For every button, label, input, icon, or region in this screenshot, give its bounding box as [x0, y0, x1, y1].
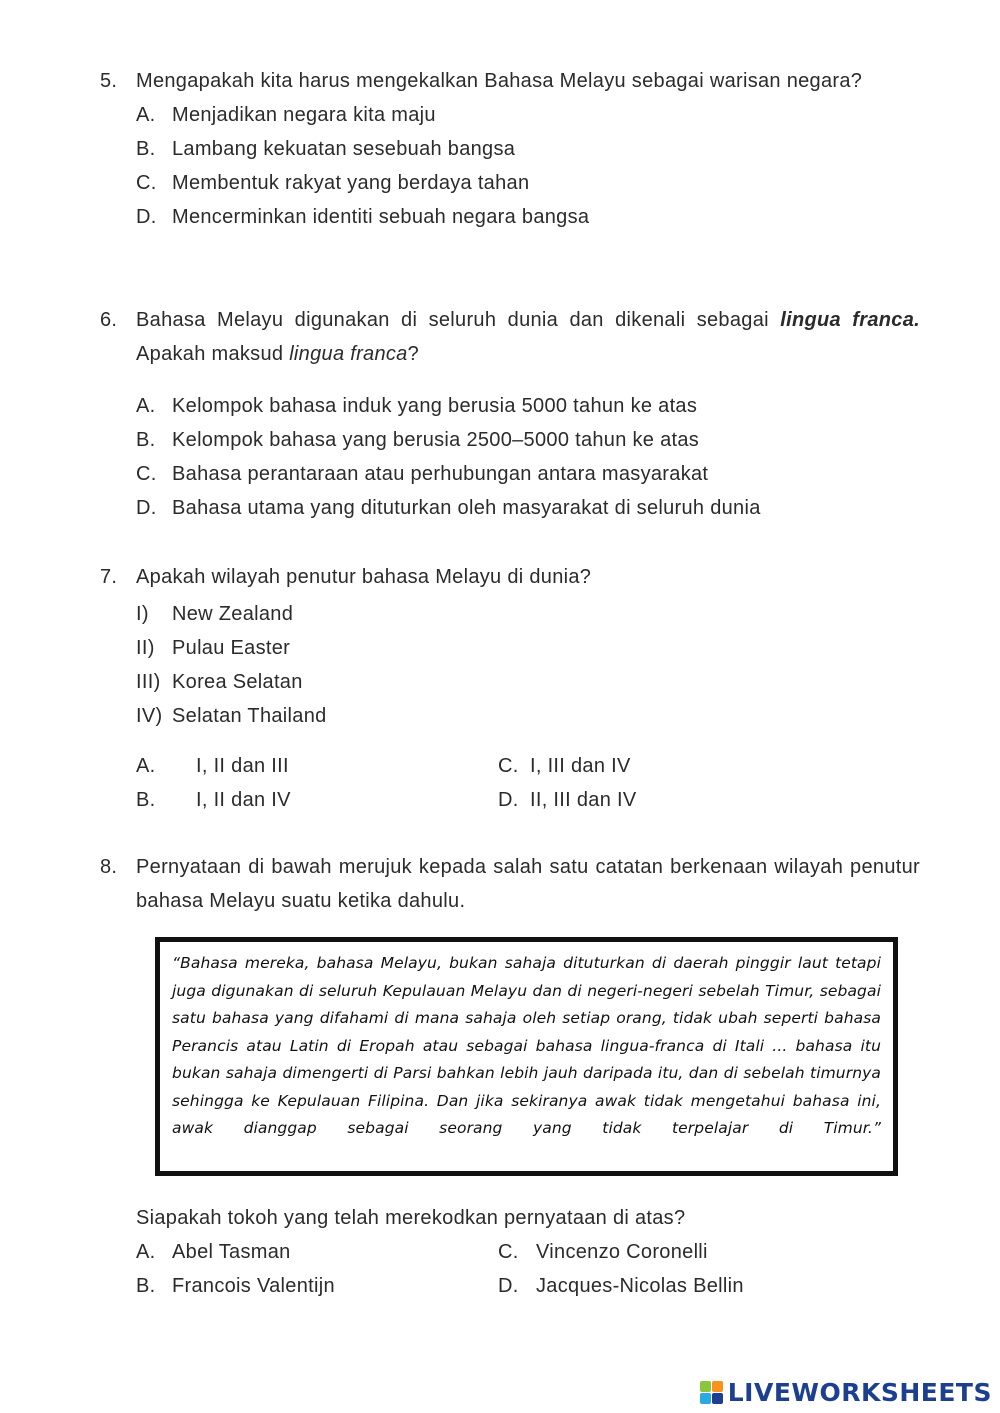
logo-square-navy [712, 1393, 723, 1404]
statement-item [136, 597, 920, 631]
option-label: B. [136, 1275, 156, 1297]
liveworksheets-logo [700, 1377, 992, 1407]
option-label: A. [136, 395, 156, 417]
option-c[interactable] [136, 457, 920, 491]
stem-text: ? [407, 343, 420, 365]
statement-item [136, 665, 920, 699]
option-a[interactable] [136, 749, 156, 783]
liveworksheets-logo-icon [700, 1381, 723, 1404]
logo-square-blue [700, 1393, 711, 1404]
logo-square-green [700, 1381, 711, 1392]
option-label: B. [136, 789, 156, 811]
quote-box [155, 937, 898, 1176]
option-label: C. [498, 1241, 519, 1263]
option-a[interactable] [136, 98, 920, 132]
option-label: A. [136, 104, 156, 126]
option-d[interactable] [136, 200, 920, 234]
option-text[interactable]: I, II dan III [196, 755, 289, 777]
stem-term: lingua franca [289, 343, 408, 365]
question-8-answers [100, 1201, 920, 1303]
option-b[interactable] [136, 423, 920, 457]
option-text: Bahasa perantaraan atau perhubungan antara masyarakat [172, 463, 709, 485]
option-c[interactable] [136, 166, 920, 200]
option-c[interactable] [498, 1235, 519, 1269]
item-label: I) [136, 603, 149, 625]
item-text: Selatan Thailand [172, 705, 327, 727]
question-5 [100, 64, 920, 234]
option-label: C. [498, 755, 519, 777]
option-text: Lambang kekuatan sesebuah bangsa [172, 138, 516, 160]
option-row [136, 749, 920, 783]
option-text: Menjadikan negara kita maju [172, 104, 436, 126]
question-6 [100, 303, 920, 525]
option-d[interactable] [498, 1269, 519, 1303]
option-text: Kelompok bahasa yang berusia 2500–5000 tahun ke atas [172, 429, 700, 451]
option-label: D. [498, 789, 519, 811]
option-text: Kelompok bahasa induk yang berusia 5000 tahun ke atas [172, 395, 698, 417]
question-number: 7. [100, 566, 118, 588]
option-label: D. [136, 206, 157, 228]
option-label: B. [136, 138, 156, 160]
option-text[interactable]: I, III dan IV [530, 755, 631, 777]
option-label: D. [498, 1275, 519, 1297]
option-text[interactable]: Jacques-Nicolas Bellin [536, 1275, 744, 1297]
option-row [136, 1235, 920, 1269]
item-text: New Zealand [172, 603, 294, 625]
logo-square-orange [712, 1381, 723, 1392]
option-row [136, 1269, 920, 1303]
question-number: 6. [100, 309, 118, 331]
question-stem [136, 303, 920, 371]
option-label: D. [136, 497, 157, 519]
option-text[interactable]: I, II dan IV [196, 789, 291, 811]
stem-text: Bahasa Melayu digunakan di seluruh dunia dan dikenali sebagai [136, 309, 781, 331]
option-row [136, 783, 920, 817]
option-d[interactable] [498, 783, 519, 817]
question-stem: Mengapakah kita harus mengekalkan Bahasa Melayu sebagai warisan negara? [136, 70, 863, 92]
question-8 [100, 850, 920, 918]
option-text[interactable]: Vincenzo Coronelli [536, 1241, 708, 1263]
item-label: III) [136, 671, 161, 693]
question-number: 8. [100, 856, 118, 878]
statement-item [136, 631, 920, 665]
option-label: A. [136, 755, 156, 777]
option-label: A. [136, 1241, 156, 1263]
option-text[interactable]: II, III dan IV [530, 789, 637, 811]
item-text: Pulau Easter [172, 637, 291, 659]
option-text: Bahasa utama yang dituturkan oleh masyarakat di seluruh dunia [172, 497, 761, 519]
stem-text: Apakah maksud [136, 343, 290, 365]
question-stem: Apakah wilayah penutur bahasa Melayu di dunia? [136, 566, 592, 588]
option-label: C. [136, 172, 157, 194]
option-a[interactable] [136, 389, 920, 423]
option-label: C. [136, 463, 157, 485]
brand-name: LIVEWORKSHEETS [727, 1377, 992, 1407]
option-text: Membentuk rakyat yang berdaya tahan [172, 172, 530, 194]
question-7 [100, 560, 920, 817]
option-text: Mencerminkan identiti sebuah negara bangsa [172, 206, 590, 228]
question-number: 5. [100, 70, 118, 92]
item-label: IV) [136, 705, 163, 727]
option-d[interactable] [136, 491, 920, 525]
option-b[interactable] [136, 132, 920, 166]
option-label: B. [136, 429, 156, 451]
option-b[interactable] [136, 1269, 156, 1303]
question-stem: Pernyataan di bawah merujuk kepada salah satu catatan berkenaan wilayah penutur bahasa Melayu suatu ketika dahulu. [136, 856, 920, 912]
statement-item [136, 699, 920, 733]
stem-term-bold: lingua franca. [780, 309, 920, 331]
option-c[interactable] [498, 749, 519, 783]
option-a[interactable] [136, 1235, 156, 1269]
item-label: II) [136, 637, 155, 659]
option-text[interactable]: Francois Valentijn [172, 1275, 335, 1297]
quote-text: “Bahasa mereka, bahasa Melayu, bukan sahaja dituturkan di daerah pinggir laut tetapi juga digunakan di seluruh Kepulauan Melayu dan di negeri-negeri sebelah Timur, sebagai satu bahasa yang difahami di mana sahaja oleh setiap orang, tidak ubah seperti bahasa Perancis atau Latin di Eropah atau sebagai bahasa lingua-franca di Itali ... bahasa itu bukan sahaja dimengerti di Parsi bahkan lebih jauh daripada itu, dan di sebelah timurnya sehingga ke Kepulauan Filipina. Dan jika sekiranya awak tidak mengetahui bahasa ini, awak dianggap sebagai seorang yang tidak terpelajar di Timur.” [172, 954, 881, 1137]
item-text: Korea Selatan [172, 671, 303, 693]
option-b[interactable] [136, 783, 156, 817]
sub-question: Siapakah tokoh yang telah merekodkan pernyataan di atas? [136, 1207, 686, 1229]
option-text[interactable]: Abel Tasman [172, 1241, 291, 1263]
